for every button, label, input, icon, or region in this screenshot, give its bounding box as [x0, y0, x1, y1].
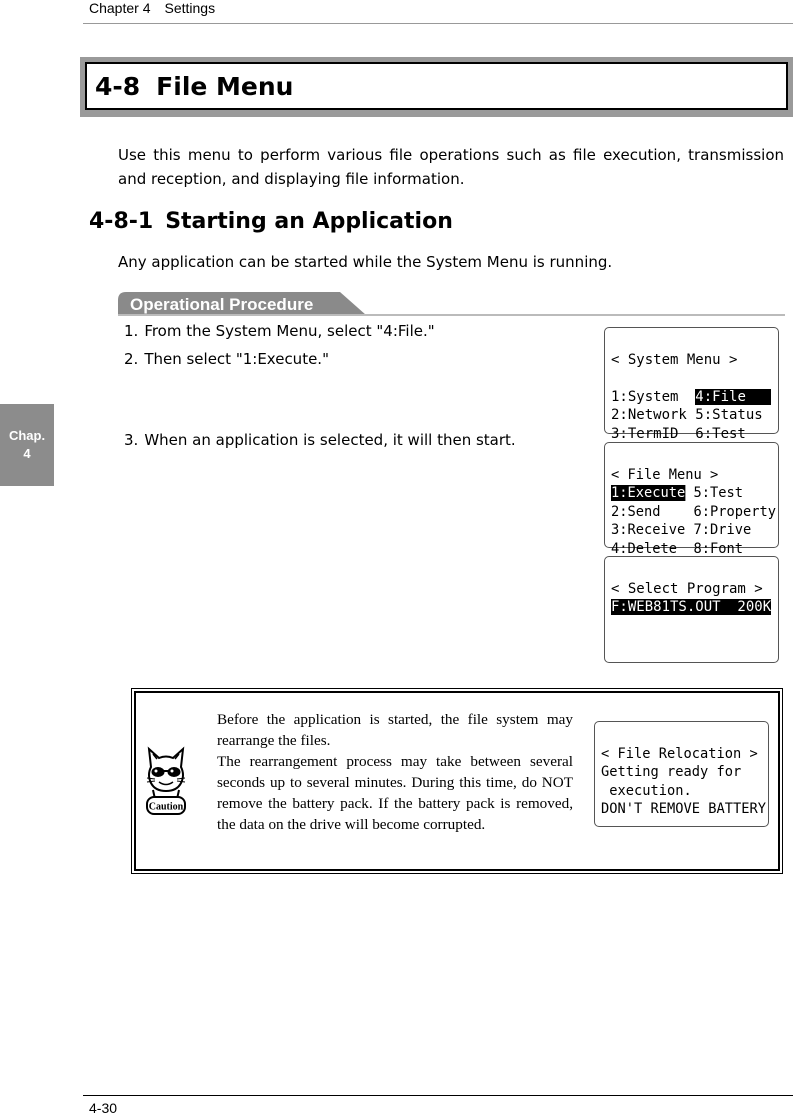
step-1-text: From the System Menu, select "4:File."	[144, 322, 435, 340]
step-3-number: 3.	[124, 431, 139, 449]
subsection-text: Any application can be started while the System Menu is running.	[118, 253, 613, 271]
lcd-file-relocation-line3: DON'T REMOVE BATTERY	[601, 801, 766, 817]
header-rule	[83, 23, 793, 24]
lcd-file-menu-line3: 3:Receive 7:Drive	[611, 522, 752, 538]
lcd-file-relocation-line1: Getting ready for	[601, 764, 742, 780]
lcd-select-program-title: < Select Program >	[611, 580, 763, 597]
lcd-system-menu-selected: 4:File	[695, 388, 772, 405]
procedure-label: Operational Procedure	[130, 295, 314, 314]
step-3-text: When an application is selected, it will then start.	[144, 431, 516, 449]
lcd-file-relocation-title: < File Relocation >	[601, 745, 758, 762]
lcd-file-menu-title: < File Menu >	[611, 466, 719, 483]
lcd-select-program	[604, 556, 779, 663]
chapter-side-tab-label: Chap.	[8, 428, 46, 443]
caution-text	[217, 709, 573, 835]
intro-paragraph: Use this menu to perform various file operations such as file execution, transmission and reception, and displaying file information.	[118, 146, 784, 188]
lcd-select-program-selected: F:WEB81TS.OUT 200K	[611, 599, 772, 615]
step-2	[124, 350, 329, 368]
section-number: 4-8	[95, 71, 141, 101]
running-header	[89, 0, 215, 16]
lcd-system-menu-line2: 2:Network 5:Status	[611, 407, 763, 423]
lcd-file-relocation-line2: execution.	[601, 782, 692, 799]
subsection-title: Starting an Application	[165, 209, 453, 234]
section-title-inner	[85, 62, 788, 110]
lcd-system-menu-line3: 3:TermID 6:Test	[611, 425, 746, 442]
lcd-system-menu-line1a: 1:System	[611, 388, 696, 405]
chapter-label: Chapter 4	[89, 0, 151, 16]
lcd-file-menu	[604, 442, 779, 557]
step-2-number: 2.	[124, 350, 139, 368]
page-number: 4-30	[89, 1100, 118, 1116]
lcd-file-menu-selected: 1:Execute	[611, 485, 686, 501]
step-1	[124, 322, 435, 340]
lcd-file-menu-line1b: 5:Test	[685, 485, 744, 501]
procedure-rule	[118, 314, 785, 316]
procedure-tab	[118, 292, 368, 316]
subsection-number: 4-8-1	[89, 209, 154, 234]
footer-rule	[83, 1095, 793, 1096]
step-3	[124, 431, 516, 449]
chapter-title: Settings	[164, 0, 216, 16]
subsection-heading	[89, 209, 453, 234]
chapter-side-tab-number: 4	[23, 446, 31, 461]
step-1-number: 1.	[124, 322, 139, 340]
lcd-file-relocation	[594, 721, 769, 827]
chapter-side-tab	[0, 404, 54, 486]
lcd-system-menu	[604, 327, 779, 442]
caution-paragraph-1: Before the application is started, the file system may rearrange the files.	[217, 711, 573, 749]
caution-cat-icon	[143, 745, 189, 817]
lcd-file-menu-line2: 2:Send 6:Property	[611, 503, 776, 520]
lcd-system-menu-title: < System Menu >	[611, 351, 738, 368]
section-title: File Menu	[156, 71, 294, 101]
step-2-text: Then select "1:Execute."	[144, 350, 329, 368]
caution-paragraph-2: The rearrangement process may take between several seconds up to several minutes. During this time, do NOT remove the battery pack. If the battery pack is removed, the data on the drive will become corrupted.	[217, 753, 573, 833]
caution-icon-label: Caution	[148, 801, 184, 813]
lcd-file-menu-line4: 4:Delete 8:Font	[611, 540, 743, 557]
section-title-box	[80, 57, 793, 117]
